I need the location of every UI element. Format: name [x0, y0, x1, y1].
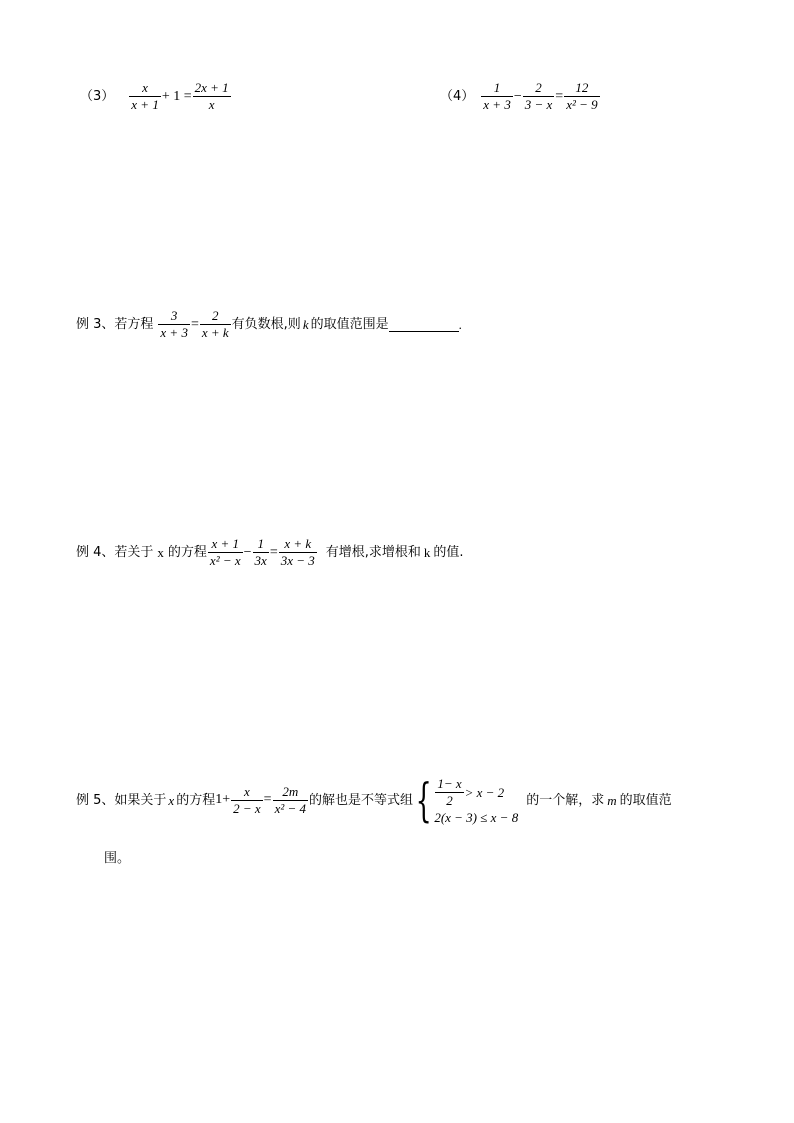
- problem-4-label: （4）: [440, 89, 475, 104]
- fraction: $\frac{12}{\text{x² − 9}}$: [566, 80, 598, 112]
- example-5: 例 5、如果关于 x 的方程 1+ $\frac{x}{2 - x}$ = $\frac{2m}{\text{x² − 4}}$ 的解也是不等式组 { $\frac{1- x}{2}$ > x − 2 2(x − 3) ≤ x − 8 的一个解，求 m 的取值范: [76, 773, 672, 827]
- fraction: $\frac{2}{x + k}$: [201, 308, 229, 340]
- fraction: $\frac{x + k}{3x - 3}$: [280, 536, 315, 568]
- fraction: $\frac{1- x}{2}$: [437, 776, 462, 808]
- inequality-system: { $\frac{1- x}{2}$ > x − 2 2(x − 3) ≤ x − 8: [415, 773, 519, 827]
- problem-3: （3） $\frac{x}{x + 1}$ + 1 = $\frac{2x + 1}{x}$: [80, 80, 229, 112]
- fraction: $\frac{3}{x + 3}$: [160, 308, 188, 340]
- example-3: 例 3、若方程 $\frac{3}{x + 3}$ = $\frac{2}{x + k}$ 有负数根,则 k 的取值范围是 .: [76, 308, 462, 340]
- fraction: $\frac{x}{2 - x}$: [233, 783, 261, 816]
- answer-blank[interactable]: [389, 317, 459, 332]
- fraction: $\frac{x}{x + 1}$: [131, 80, 159, 112]
- example-4: 例 4、若关于 x 的方程 $\frac{x + 1}{\text{x² − x}}$ − $\frac{1}{3x}$ = $\frac{x + k}{3x - 3}$ 有增根,求增根和 k 的值.: [76, 536, 464, 568]
- fraction: $\frac{2m}{\text{x² − 4}}$: [274, 783, 307, 816]
- problem-3-label: （3）: [80, 89, 115, 104]
- fraction: $\frac{2x + 1}{x}$: [194, 80, 229, 112]
- example-5-continuation: 围。: [104, 851, 131, 866]
- left-brace-icon: {: [415, 773, 432, 827]
- fraction: $\frac{2}{3 - x}$: [524, 80, 553, 112]
- fraction: $\frac{1}{x + 3}$: [483, 80, 511, 112]
- problem-4: （4） $\frac{1}{x + 3}$ − $\frac{2}{3 - x}$ = $\frac{12}{\text{x² − 9}}$: [440, 80, 598, 112]
- fraction: $\frac{1}{3x}$: [254, 536, 267, 568]
- fraction: $\frac{x + 1}{\text{x² − x}}$: [209, 536, 241, 568]
